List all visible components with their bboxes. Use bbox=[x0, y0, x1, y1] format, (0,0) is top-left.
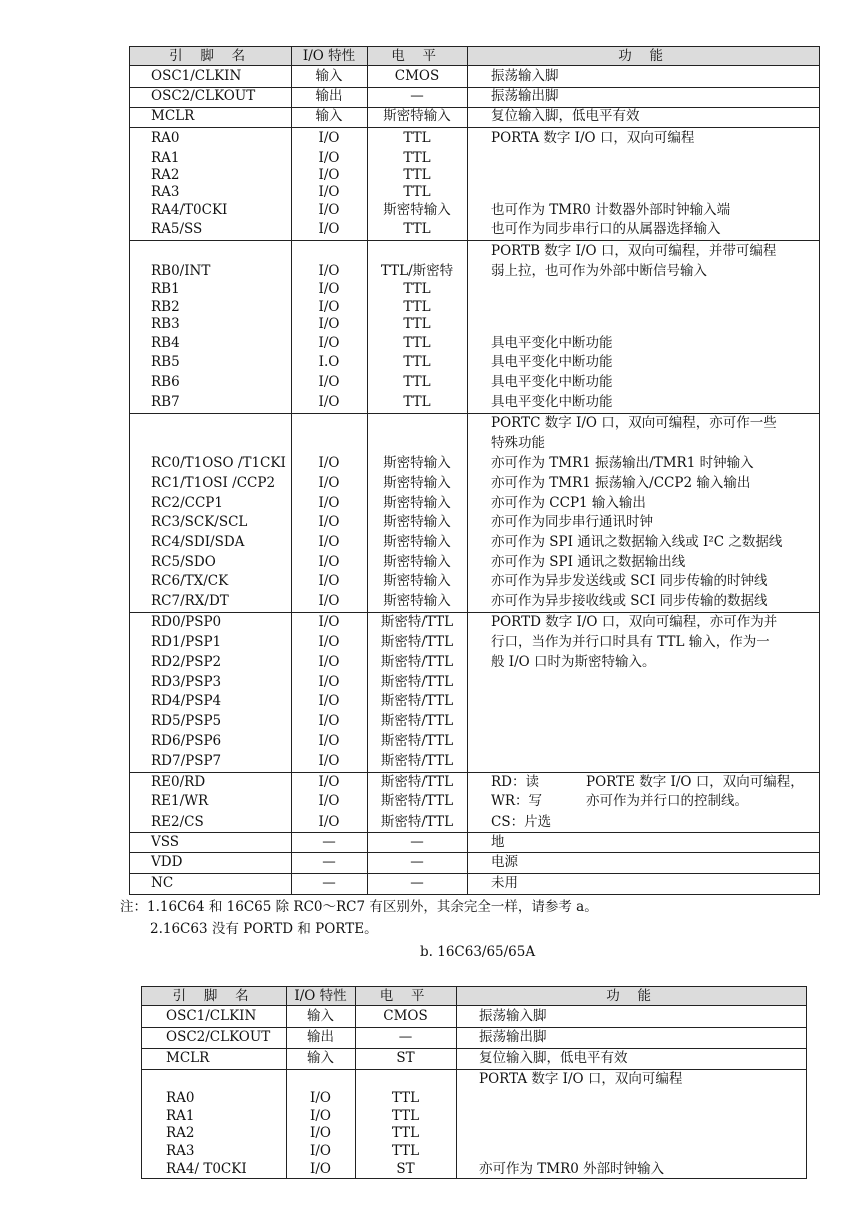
signal-level: — bbox=[410, 88, 424, 104]
function-text: 具电平变化中断功能 bbox=[491, 394, 613, 410]
function-text: 亦可作为异步发送线或 SCI 同步传输的时钟线 bbox=[491, 573, 768, 589]
io-type bbox=[291, 242, 367, 261]
io-type bbox=[286, 1070, 355, 1089]
pin-name: RA1 bbox=[151, 150, 180, 166]
signal-level: — bbox=[398, 1029, 413, 1045]
pin-name: RD5/PSP5 bbox=[151, 713, 222, 729]
function-text: 复位输入脚，低电平有效 bbox=[491, 108, 640, 124]
signal-level: 斯密特输入 bbox=[383, 455, 451, 471]
function-text: 亦可作为 TMR1 振荡输出/TMR1 时钟输入 bbox=[491, 455, 754, 471]
signal-level: 斯密特/TTL bbox=[380, 674, 454, 690]
io-type: I/O bbox=[318, 150, 340, 166]
function-text: 具电平变化中断功能 bbox=[491, 354, 613, 370]
pin-name: RB5 bbox=[151, 354, 180, 370]
io-type: 输出 bbox=[315, 88, 343, 104]
io-type: I/O bbox=[318, 281, 340, 297]
io-type: I/O bbox=[310, 1143, 331, 1159]
pin-name: RA2 bbox=[166, 1125, 195, 1141]
function-text-secondary: PORTE 数字 I/O 口，双向可编程， bbox=[586, 774, 804, 790]
header-pin-name: 引 脚 名 bbox=[169, 48, 252, 64]
signal-level: — bbox=[410, 834, 424, 850]
io-type: I/O bbox=[318, 374, 340, 390]
pin-name: RC5/SDO bbox=[151, 554, 216, 570]
io-type: I/O bbox=[318, 593, 340, 609]
pin-table-2 bbox=[141, 986, 807, 1179]
signal-level: 斯密特输入 bbox=[383, 475, 451, 491]
pin-name: MCLR bbox=[151, 108, 195, 124]
io-type: I/O bbox=[318, 495, 340, 511]
function-text: 电源 bbox=[491, 854, 518, 870]
signal-level: 斯密特/TTL bbox=[380, 614, 454, 630]
io-type: I/O bbox=[318, 814, 340, 830]
pin-name: RA0 bbox=[151, 130, 180, 146]
signal-level: 斯密特/TTL bbox=[380, 793, 454, 809]
signal-level: 斯密特输入 bbox=[383, 514, 451, 530]
pin-name: RA1 bbox=[166, 1108, 195, 1124]
signal-level: CMOS bbox=[394, 68, 440, 84]
header-function: 功 能 bbox=[606, 988, 658, 1004]
io-type: I/O bbox=[310, 1161, 331, 1177]
pin-name: MCLR bbox=[166, 1050, 210, 1066]
signal-level: ST bbox=[396, 1161, 415, 1177]
note-2: 2.16C63 没有 PORTD 和 PORTE。 bbox=[150, 921, 378, 937]
pin-name: OSC1/CLKIN bbox=[151, 68, 242, 84]
function-text: PORTB 数字 I/O 口，双向可编程，并带可编程 bbox=[491, 243, 777, 259]
signal-level: TTL bbox=[403, 281, 431, 297]
pin-name: RC2/CCP1 bbox=[151, 495, 223, 511]
pin-name: RA2 bbox=[151, 167, 180, 183]
function-text: 地 bbox=[491, 834, 505, 850]
signal-level: TTL bbox=[391, 1090, 420, 1106]
function-text: 振荡输出脚 bbox=[479, 1029, 547, 1045]
io-type: I/O bbox=[318, 475, 340, 491]
pin-name: RE1/WR bbox=[151, 793, 209, 809]
signal-level bbox=[367, 434, 467, 453]
function-text: 特殊功能 bbox=[491, 435, 545, 451]
function-text: 亦可作为异步接收线或 SCI 同步传输的数据线 bbox=[491, 593, 768, 609]
function-text: 亦可作为 TMR1 振荡输入/CCP2 输入输出 bbox=[491, 475, 751, 491]
header-io: I/O 特性 bbox=[302, 48, 356, 64]
pin-name: RE0/RD bbox=[151, 774, 206, 790]
io-type bbox=[291, 434, 367, 453]
pin-name: RD4/PSP4 bbox=[151, 693, 222, 709]
pin-name: OSC2/CLKOUT bbox=[151, 88, 256, 104]
io-type: I/O bbox=[318, 654, 340, 670]
pin-name: RA4/T0CKI bbox=[151, 202, 228, 218]
pin-name: RA3 bbox=[151, 184, 180, 200]
header-level: 电 平 bbox=[379, 988, 432, 1004]
io-type: I/O bbox=[318, 614, 340, 630]
signal-level: 斯密特输入 bbox=[383, 573, 451, 589]
function-text: RD：读 bbox=[491, 774, 539, 790]
function-text: 亦可作为 TMR0 外部时钟输入 bbox=[479, 1161, 665, 1177]
pin-name: RB0/INT bbox=[151, 263, 211, 279]
signal-level: TTL bbox=[391, 1125, 420, 1141]
signal-level: CMOS bbox=[383, 1008, 428, 1024]
function-text: 也可作为同步串行口的从属器选择输入 bbox=[491, 221, 721, 237]
signal-level: ST bbox=[396, 1050, 415, 1066]
io-type: I/O bbox=[318, 634, 340, 650]
function-text: 也可作为 TMR0 计数器外部时钟输入端 bbox=[491, 202, 731, 218]
io-type: I/O bbox=[310, 1125, 331, 1141]
pin-name: RB7 bbox=[151, 394, 180, 410]
signal-level bbox=[367, 242, 467, 261]
io-type: 输入 bbox=[315, 68, 343, 84]
io-type: I/O bbox=[318, 713, 340, 729]
signal-level: 斯密特/TTL bbox=[380, 774, 454, 790]
pin-name: RE2/CS bbox=[151, 814, 204, 830]
signal-level bbox=[355, 1070, 456, 1089]
pin-name: RA5/SS bbox=[151, 221, 203, 237]
pin-name: NC bbox=[151, 875, 174, 891]
io-type: I/O bbox=[318, 316, 340, 332]
function-text: 具电平变化中断功能 bbox=[491, 374, 613, 390]
io-type: I.O bbox=[318, 354, 340, 370]
io-type: 输出 bbox=[307, 1029, 334, 1045]
pin-table-1 bbox=[129, 46, 820, 895]
io-type: I/O bbox=[318, 335, 340, 351]
function-text: 亦可作为 SPI 通讯之数据输入线或 I²C 之数据线 bbox=[491, 534, 783, 550]
function-text: PORTA 数字 I/O 口，双向可编程 bbox=[479, 1071, 683, 1087]
signal-level: TTL bbox=[403, 316, 431, 332]
io-type: I/O bbox=[318, 534, 340, 550]
function-text: PORTA 数字 I/O 口，双向可编程 bbox=[491, 130, 695, 146]
io-type: I/O bbox=[318, 793, 340, 809]
function-text: CS：片选 bbox=[491, 814, 552, 830]
io-type: I/O bbox=[318, 733, 340, 749]
io-type: 输入 bbox=[307, 1008, 334, 1024]
signal-level: TTL bbox=[403, 130, 431, 146]
pin-name: RC0/T1OSO /T1CKI bbox=[151, 455, 286, 471]
header-function: 功 能 bbox=[618, 48, 670, 64]
signal-level: 斯密特/TTL bbox=[380, 733, 454, 749]
signal-level: 斯密特输入 bbox=[383, 554, 451, 570]
function-text: 振荡输入脚 bbox=[479, 1008, 547, 1024]
io-type: I/O bbox=[318, 167, 340, 183]
pin-name: RC1/T1OSI /CCP2 bbox=[151, 475, 276, 491]
function-text: WR：写 bbox=[491, 793, 543, 809]
pin-name: RB6 bbox=[151, 374, 180, 390]
function-text: 未用 bbox=[491, 875, 518, 891]
pin-name: RB4 bbox=[151, 335, 180, 351]
io-type: I/O bbox=[318, 221, 340, 237]
function-text: 振荡输出脚 bbox=[491, 88, 559, 104]
pin-name: RC3/SCK/SCL bbox=[151, 514, 248, 530]
signal-level: TTL bbox=[403, 221, 431, 237]
io-type: I/O bbox=[318, 774, 340, 790]
signal-level: TTL/斯密特 bbox=[380, 263, 454, 279]
io-type: 输入 bbox=[315, 108, 343, 124]
pin-name: RC7/RX/DT bbox=[151, 593, 229, 609]
io-type: I/O bbox=[318, 299, 340, 315]
io-type: I/O bbox=[318, 130, 340, 146]
signal-level: TTL bbox=[391, 1108, 420, 1124]
io-type: I/O bbox=[318, 202, 340, 218]
signal-level: 斯密特/TTL bbox=[380, 713, 454, 729]
signal-level: 斯密特/TTL bbox=[380, 814, 454, 830]
signal-level: 斯密特输入 bbox=[383, 593, 451, 609]
function-text: 亦可作为 SPI 通讯之数据输出线 bbox=[491, 554, 686, 570]
io-type: I/O bbox=[318, 514, 340, 530]
pin-name: RD2/PSP2 bbox=[151, 654, 222, 670]
signal-level: TTL bbox=[403, 335, 431, 351]
pin-name: RD3/PSP3 bbox=[151, 674, 222, 690]
io-type bbox=[291, 414, 367, 433]
function-text: 弱上拉，也可作为外部中断信号输入 bbox=[491, 263, 707, 279]
pin-name: RD7/PSP7 bbox=[151, 753, 222, 769]
pin-name: VDD bbox=[151, 854, 183, 870]
signal-level: TTL bbox=[403, 167, 431, 183]
signal-level: 斯密特/TTL bbox=[380, 753, 454, 769]
io-type: — bbox=[322, 854, 336, 870]
signal-level: TTL bbox=[403, 394, 431, 410]
function-text: 振荡输入脚 bbox=[491, 68, 559, 84]
pin-name: RA3 bbox=[166, 1143, 195, 1159]
io-type: I/O bbox=[318, 184, 340, 200]
pin-name: OSC2/CLKOUT bbox=[166, 1029, 271, 1045]
io-type: I/O bbox=[318, 394, 340, 410]
signal-level: TTL bbox=[403, 150, 431, 166]
pin-name: RC6/TX/CK bbox=[151, 573, 229, 589]
io-type: I/O bbox=[318, 455, 340, 471]
signal-level: 斯密特输入 bbox=[383, 534, 451, 550]
io-type: I/O bbox=[310, 1090, 331, 1106]
io-type: I/O bbox=[318, 693, 340, 709]
io-type: — bbox=[322, 875, 336, 891]
io-type: I/O bbox=[318, 263, 340, 279]
signal-level: 斯密特/TTL bbox=[380, 654, 454, 670]
pin-name: RA4/ T0CKI bbox=[166, 1161, 247, 1177]
io-type: — bbox=[322, 834, 336, 850]
signal-level: TTL bbox=[403, 299, 431, 315]
function-text-secondary: 亦可作为并行口的控制线。 bbox=[586, 793, 748, 809]
function-text: 复位输入脚，低电平有效 bbox=[479, 1050, 628, 1066]
io-type: 输入 bbox=[307, 1050, 334, 1066]
pin-name: VSS bbox=[151, 834, 180, 850]
io-type: I/O bbox=[318, 674, 340, 690]
function-text: PORTC 数字 I/O 口，双向可编程，亦可作一些 bbox=[491, 415, 777, 431]
pin-name: RB2 bbox=[151, 299, 180, 315]
io-type: I/O bbox=[318, 554, 340, 570]
signal-level: 斯密特输入 bbox=[383, 495, 451, 511]
signal-level: 斯密特/TTL bbox=[380, 634, 454, 650]
signal-level: 斯密特/TTL bbox=[380, 693, 454, 709]
header-level: 电 平 bbox=[391, 48, 443, 64]
function-text: PORTD 数字 I/O 口，双向可编程，亦可作为并 bbox=[491, 614, 778, 630]
function-text: 行口，当作为并行口时具有 TTL 输入，作为一 bbox=[491, 634, 770, 650]
pin-name: RA0 bbox=[166, 1090, 195, 1106]
io-type: I/O bbox=[310, 1108, 331, 1124]
pin-name: RD0/PSP0 bbox=[151, 614, 222, 630]
pin-name: RD6/PSP6 bbox=[151, 733, 222, 749]
header-io: I/O 特性 bbox=[294, 988, 347, 1004]
pin-name: RC4/SDI/SDA bbox=[151, 534, 245, 550]
pin-name: RD1/PSP1 bbox=[151, 634, 222, 650]
signal-level: TTL bbox=[403, 374, 431, 390]
signal-level: TTL bbox=[403, 354, 431, 370]
io-type: I/O bbox=[318, 753, 340, 769]
io-type: I/O bbox=[318, 573, 340, 589]
function-text: 亦可作为同步串行通讯时钟 bbox=[491, 514, 653, 530]
table-caption: b. 16C63/65/65A bbox=[420, 944, 536, 960]
signal-level: — bbox=[410, 854, 424, 870]
function-text: 般 I/O 口时为斯密特输入。 bbox=[491, 654, 656, 670]
function-text: 具电平变化中断功能 bbox=[491, 335, 613, 351]
pin-name: OSC1/CLKIN bbox=[166, 1008, 257, 1024]
signal-level: 斯密特输入 bbox=[383, 108, 451, 124]
pin-name: RB1 bbox=[151, 281, 180, 297]
function-text: 亦可作为 CCP1 输入输出 bbox=[491, 495, 646, 511]
signal-level: 斯密特输入 bbox=[383, 202, 451, 218]
pin-name: RB3 bbox=[151, 316, 180, 332]
signal-level: — bbox=[410, 875, 424, 891]
signal-level: TTL bbox=[403, 184, 431, 200]
header-pin-name: 引 脚 名 bbox=[172, 988, 256, 1004]
note-1: 注：1.16C64 和 16C65 除 RC0～RC7 有区别外，其余完全一样，请参考 a。 bbox=[120, 899, 598, 915]
signal-level: TTL bbox=[391, 1143, 420, 1159]
signal-level bbox=[367, 414, 467, 433]
